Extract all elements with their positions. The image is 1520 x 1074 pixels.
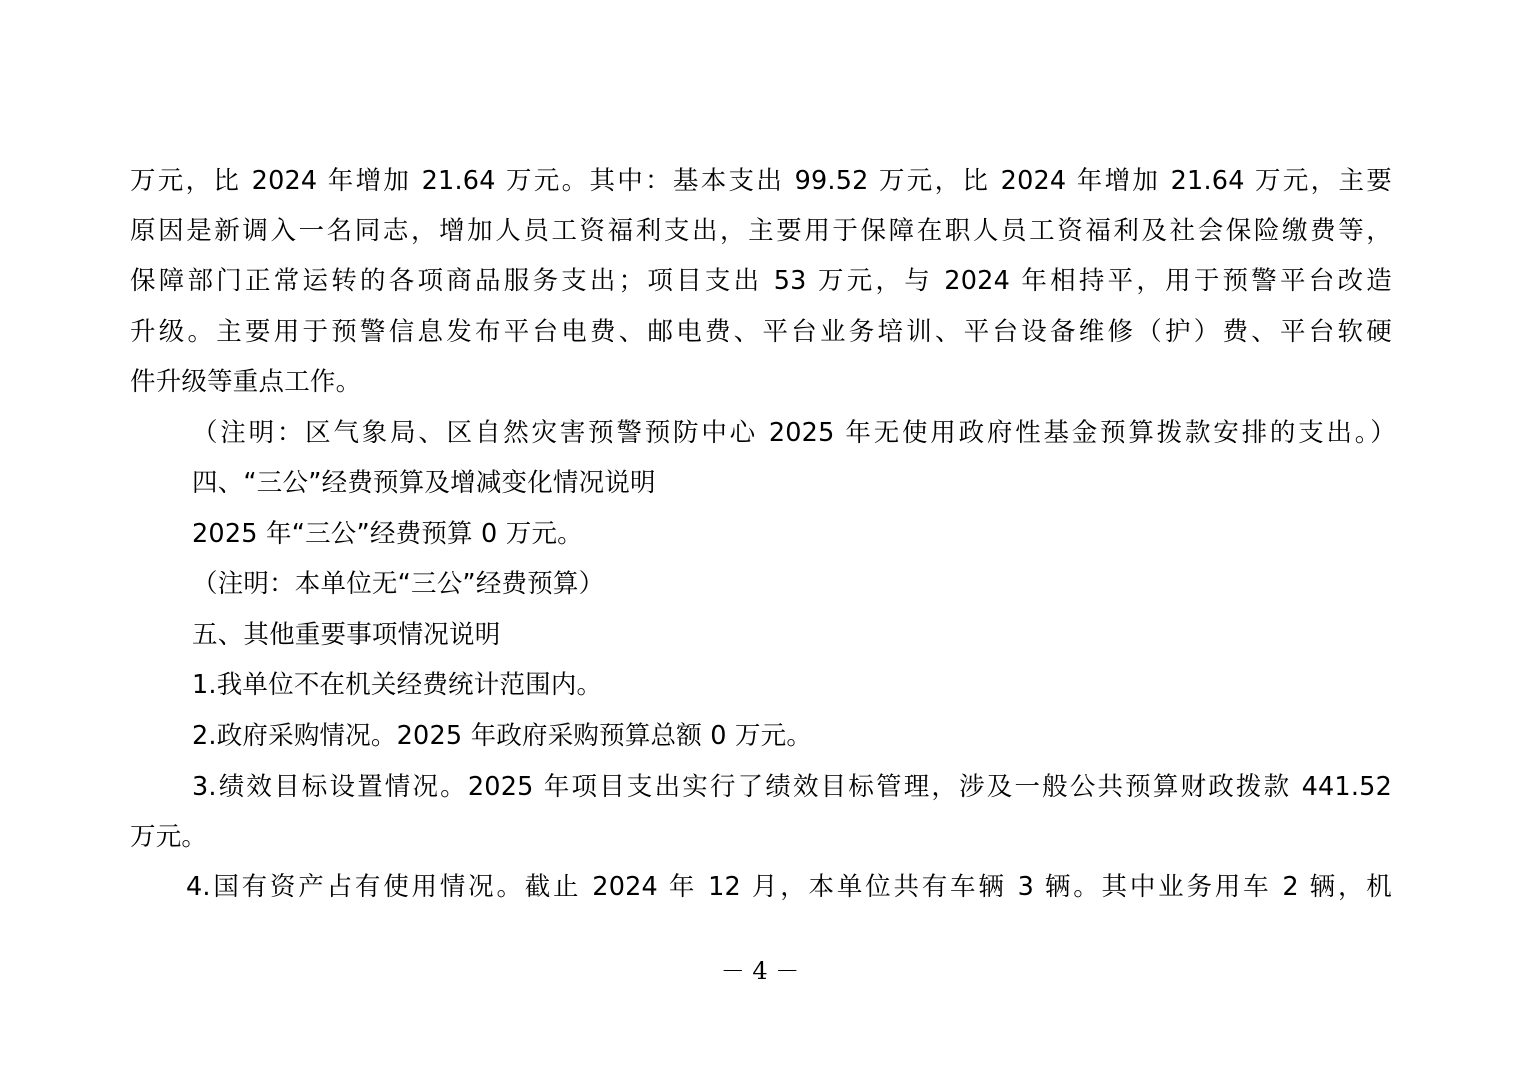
section-heading-four: 四、“三公”经费预算及增减变化情况说明 [192,468,656,498]
three-public-budget-line: 2025 年“三公”经费预算 0 万元。 [192,519,583,549]
note-government-fund: （注明：区气象局、区自然灾害预警预防中心 2025 年无使用政府性基金预算拨款安排的支出。） [192,418,1396,448]
page-number: － 4 － [720,957,800,985]
note-three-public: （注明：本单位无“三公”经费预算） [192,569,605,599]
item-1: 1.我单位不在机关经费统计范围内。 [192,670,603,700]
item-3-line-1: 3.绩效目标设置情况。2025 年项目支出实行了绩效目标管理，涉及一般公共预算财政拨款 441.52 [192,772,1392,802]
body-line-4: 升级。主要用于预警信息发布平台电费、邮电费、平台业务培训、平台设备维修（护）费、平台软硬 [130,317,1392,347]
body-line-5: 件升级等重点工作。 [130,367,362,397]
body-line-2: 原因是新调入一名同志，增加人员工资福利支出，主要用于保障在职人员工资福利及社会保险缴费等， [130,216,1392,246]
section-heading-five: 五、其他重要事项情况说明 [192,620,501,650]
body-line-1: 万元，比 2024 年增加 21.64 万元。其中：基本支出 99.52 万元，比 2024 年增加 21.64 万元，主要 [130,166,1392,196]
item-4-line-1: 4.国有资产占有使用情况。截止 2024 年 12 月，本单位共有车辆 3 辆。其中业务用车 2 辆，机 [186,872,1392,902]
item-3-line-2: 万元。 [130,822,208,852]
item-2: 2.政府采购情况。2025 年政府采购预算总额 0 万元。 [192,721,813,751]
body-line-3: 保障部门正常运转的各项商品服务支出；项目支出 53 万元，与 2024 年相持平，用于预警平台改造 [130,266,1392,296]
